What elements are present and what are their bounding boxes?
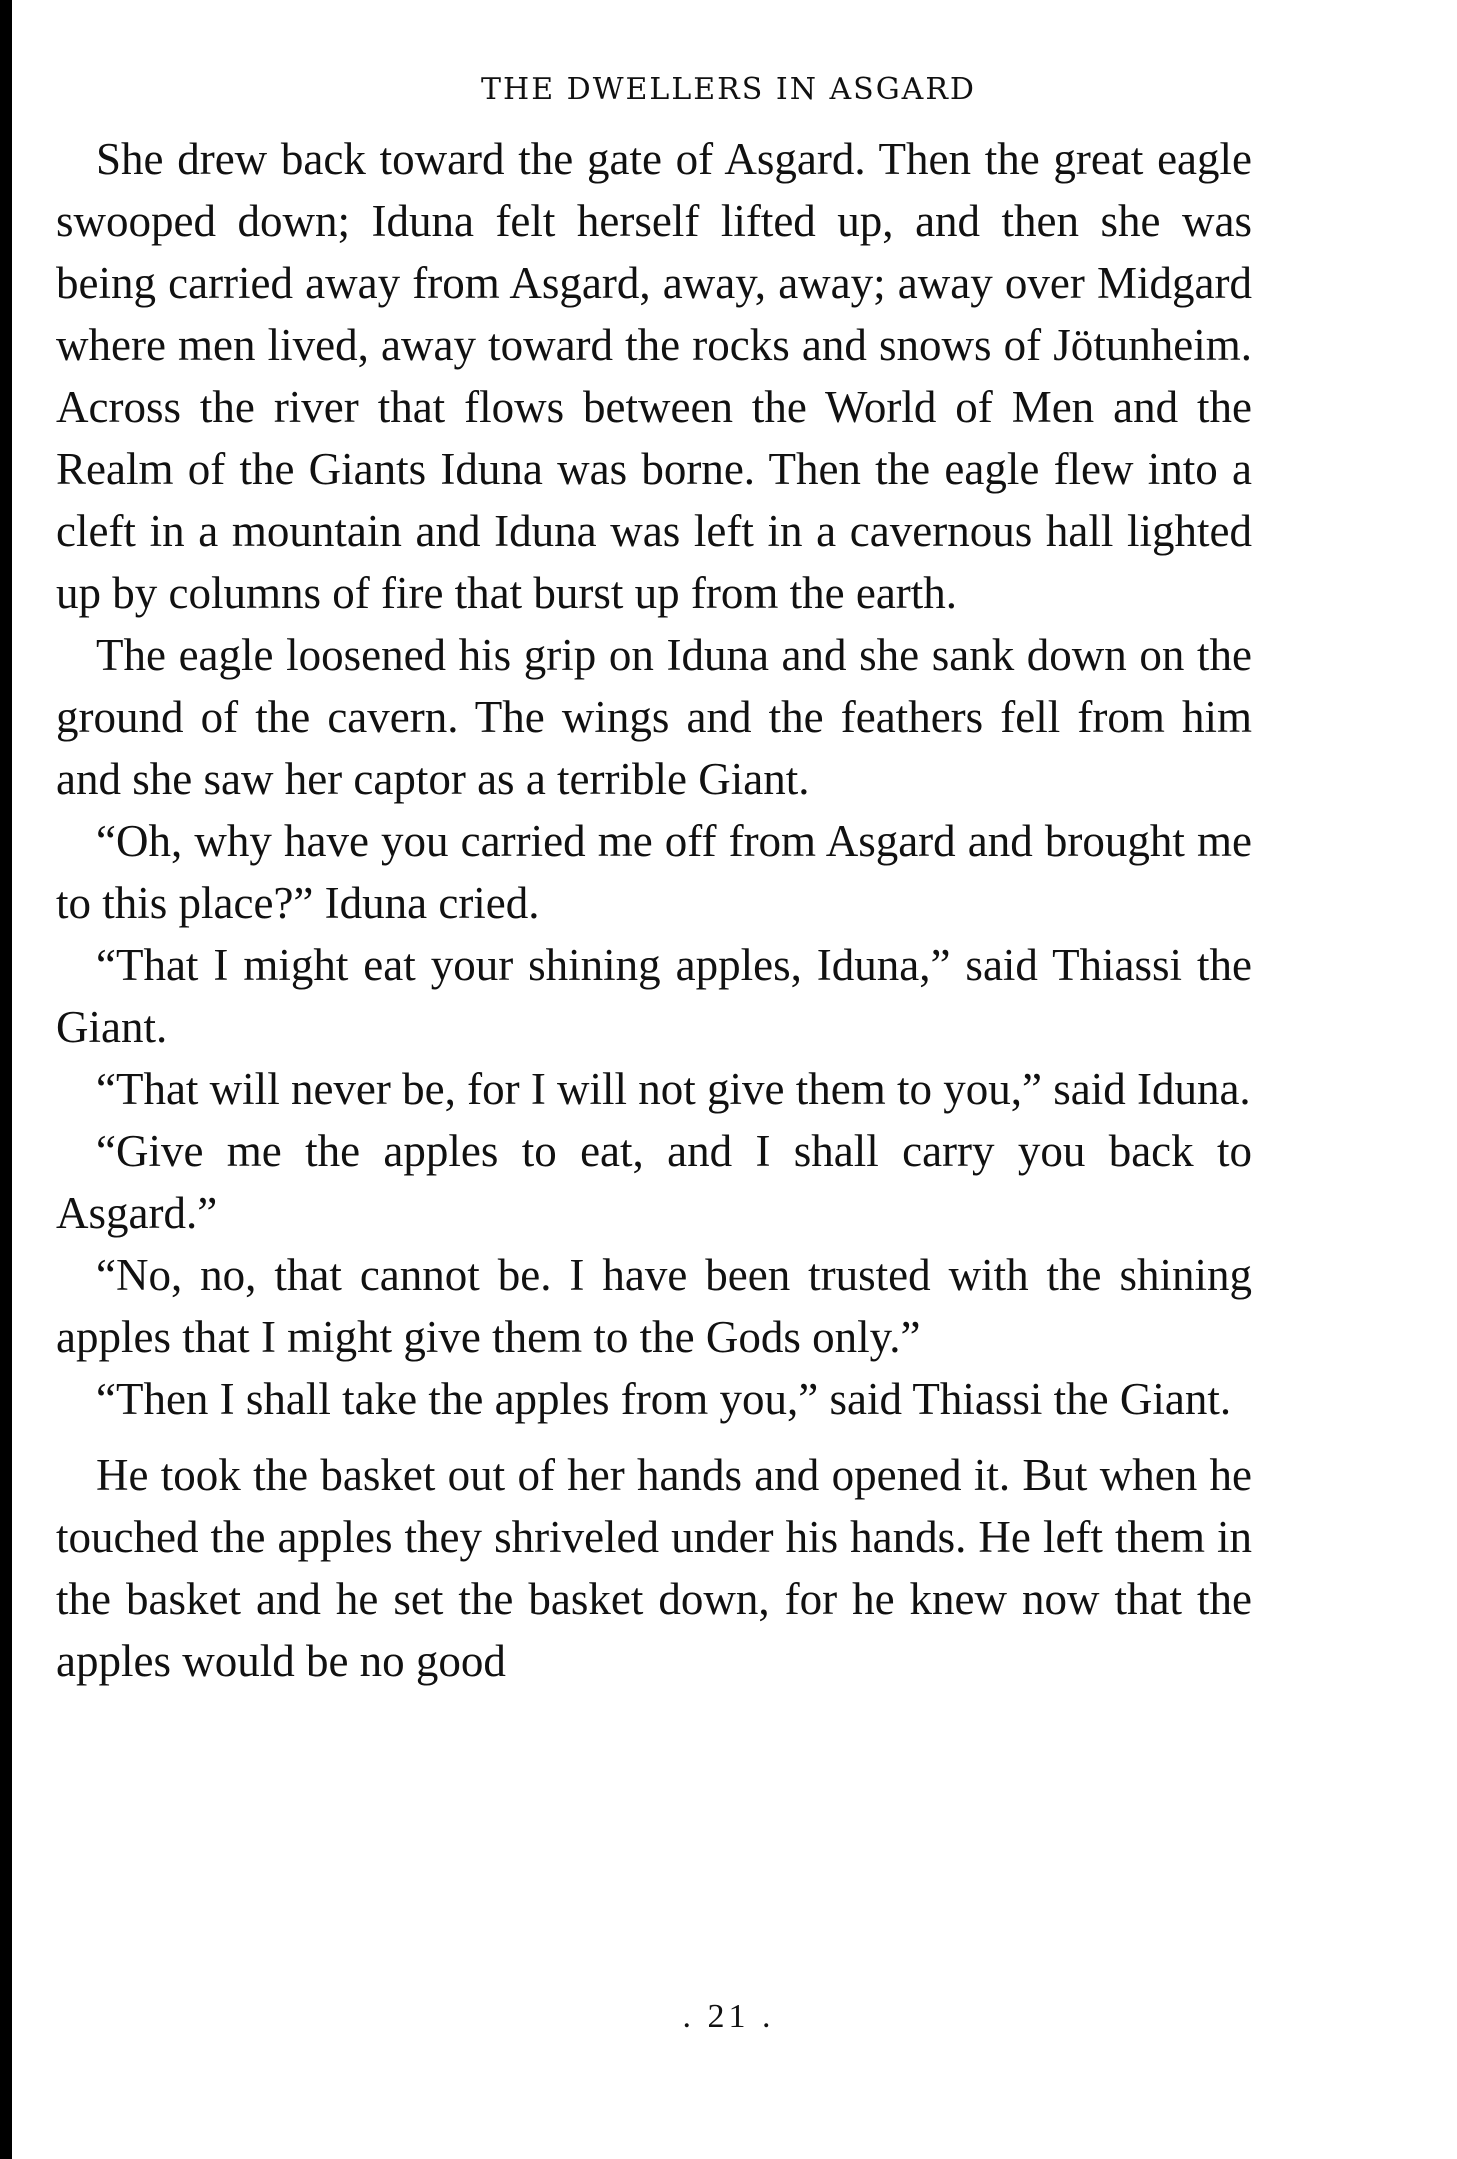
paragraph-3: “Oh, why have you carried me off from Asgard and brought me to this place?” Iduna cried. <box>56 816 1252 928</box>
page-number: . 21 . <box>682 1998 775 2035</box>
paragraph-4: “That I might eat your shining apples, Iduna,” said Thiassi the Giant. <box>56 940 1252 1052</box>
paragraph-8: “Then I shall take the apples from you,” said Thiassi the Giant. <box>96 1374 1232 1424</box>
paragraph-6: “Give me the apples to eat, and I shall carry you back to Asgard.” <box>56 1126 1252 1238</box>
paragraph-9: He took the basket out of her hands and opened it. But when he touched the apples they shriveled under his hands. He left them in the basket and he set the basket down, for he knew now that the apples would be no good <box>56 1450 1252 1686</box>
running-head: THE DWELLERS IN ASGARD <box>481 72 976 107</box>
paragraph-7: “No, no, that cannot be. I have been trusted with the shining apples that I might give them to the Gods only.” <box>56 1250 1252 1362</box>
paragraph-2: The eagle loosened his grip on Iduna and she sank down on the ground of the cavern. The wings and the feathers fell from him and she saw her captor as a terrible Giant. <box>56 630 1252 804</box>
paragraph-5: “That will never be, for I will not give them to you,” said Iduna. <box>96 1064 1251 1114</box>
body-text <box>56 128 1252 1692</box>
page-edge-shadow <box>0 0 12 2159</box>
paragraph-1: She drew back toward the gate of Asgard. Then the great eagle swooped down; Iduna felt herself lifted up, and then she was being carried away from Asgard, away, away; away over Midgard where men lived, away toward the rocks and snows of Jötunheim. Across the river that flows between the World of Men and the Realm of the Giants Iduna was borne. Then the eagle flew into a cleft in a mountain and Iduna was left in a cavernous hall lighted up by columns of fire that burst up from the earth. <box>56 134 1252 618</box>
